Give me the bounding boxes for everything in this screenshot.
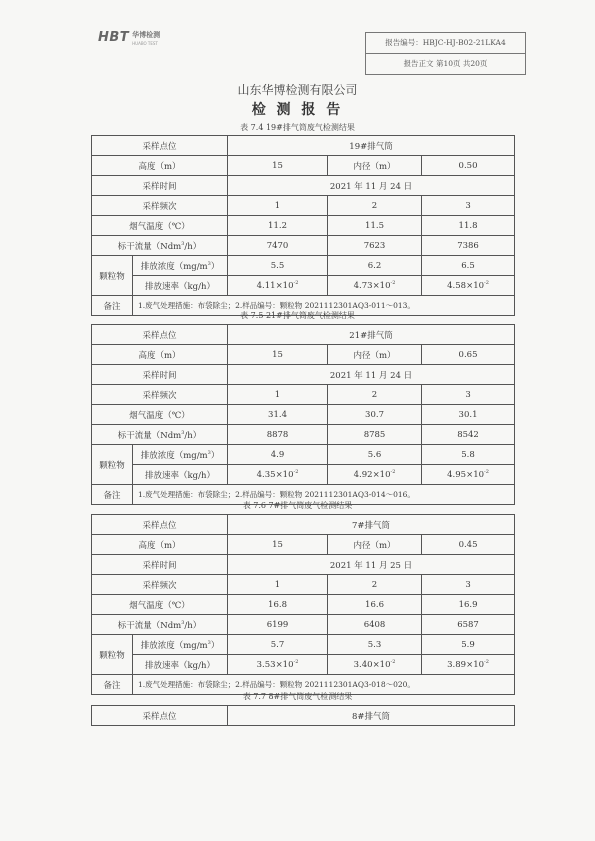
label-cell: 内径（m） [328,345,422,365]
label-cell: 排放浓度$(mg/m^3)$ [133,635,228,655]
table-row [92,385,515,405]
value-cell: 5.5 [228,256,328,276]
value-cell: 11.5 [328,216,422,236]
value-cell: 2021 年 11 月 24 日 [228,365,515,385]
value-cell: 16.8 [228,595,328,615]
label-cell: 标干流量（Ndm$^3$/h） [92,236,228,256]
table-row [92,176,515,196]
label-cell: 采样频次 [92,385,228,405]
value-cell: $4.58\times 10^{-2}$ [422,276,515,296]
table-row [92,555,515,575]
value-cell: 31.4 [228,405,328,425]
table-row [92,635,515,655]
table-row [92,405,515,425]
value-cell: 5.3 [328,635,422,655]
value-cell: 3 [422,575,515,595]
label-cell: 采样时间 [92,365,228,385]
value-cell: 19#排气筒 [228,136,515,156]
value-cell: 2021 年 11 月 24 日 [228,176,515,196]
label-cell: 内径（m） [328,156,422,176]
value-cell: 5.9 [422,635,515,655]
value-cell: 6199 [228,615,328,635]
company-name: 山东华博检测有限公司 [237,83,358,97]
value-cell: 6408 [328,615,422,635]
value-cell: 7470 [228,236,328,256]
label-cell: 采样频次 [92,196,228,216]
table-row [92,365,515,385]
table-row [92,595,515,615]
table-row [92,465,515,485]
label-cell: 备注 [92,296,133,316]
value-cell: 2 [328,575,422,595]
logo-mark: HBT [98,30,130,45]
value-cell: 30.1 [422,405,515,425]
logo-en: HUABO TEST [132,41,158,46]
table-row [92,535,515,555]
page-info: 报告正文 第10页 共20页 [366,53,525,74]
label-cell: 采样点位 [92,136,228,156]
value-cell: 3 [422,196,515,216]
document-title: 检 测 报 告 [251,102,344,118]
value-cell: 21#排气筒 [228,325,515,345]
table-row [92,216,515,236]
value-cell: 8#排气筒 [228,706,515,726]
label-cell: 采样频次 [92,575,228,595]
value-cell: 0.50 [422,156,515,176]
label-cell: 采样点位 [92,706,228,726]
result-table [91,135,515,316]
report-info-box [365,32,526,75]
table-row [92,325,515,345]
value-cell: 5.6 [328,445,422,465]
value-cell: $4.95\times 10^{-2}$ [422,465,515,485]
value-cell: $4.92\times 10^{-2}$ [328,465,422,485]
label-cell: 烟气温度（℃） [92,405,228,425]
table-caption: 表 7.6 7#排气筒废气检测结果 [242,501,353,510]
label-cell: 高度（m） [92,156,228,176]
table-row [92,706,515,726]
label-cell: 采样点位 [92,515,228,535]
result-table [91,705,515,726]
value-cell: 8542 [422,425,515,445]
label-cell: 颗粒物 [92,256,133,296]
label-cell: 排放速率（kg/h） [133,465,228,485]
company-logo [98,30,160,46]
label-cell: 标干流量（Ndm$^3$/h） [92,615,228,635]
label-cell: 高度（m） [92,535,228,555]
value-cell: $3.40\times 10^{-2}$ [328,655,422,675]
value-cell: 6587 [422,615,515,635]
value-cell: 1 [228,575,328,595]
value-cell: $3.53\times 10^{-2}$ [228,655,328,675]
label-cell: 颗粒物 [92,445,133,485]
table-row [92,445,515,465]
table-caption: 表 7.5 21#排气筒废气检测结果 [240,311,355,320]
value-cell: 1 [228,196,328,216]
table-row [92,196,515,216]
value-cell: 7623 [328,236,422,256]
table-row [92,236,515,256]
label-cell: 排放浓度$(mg/m^3)$ [133,445,228,465]
value-cell: 5.7 [228,635,328,655]
table-row [92,156,515,176]
label-cell: 备注 [92,675,133,695]
value-cell: 7386 [422,236,515,256]
value-cell: 16.6 [328,595,422,615]
value-cell: 0.45 [422,535,515,555]
value-cell: 6.5 [422,256,515,276]
table-row [92,425,515,445]
result-table [91,324,515,505]
label-cell: 烟气温度（℃） [92,216,228,236]
remark-cell: 1.废气处理措施：布袋除尘；2.样品编号：颗粒物 2021112301AQ3-014～016。 [133,485,515,505]
value-cell: 2 [328,385,422,405]
remark-cell: 1.废气处理措施：布袋除尘；2.样品编号：颗粒物 2021112301AQ3-011～013。 [133,296,515,316]
value-cell: 7#排气筒 [228,515,515,535]
report-number: 报告编号：HBJC-HJ-B02-21LKA4 [385,38,506,47]
table-row [92,345,515,365]
value-cell: 3 [422,385,515,405]
label-cell: 烟气温度（℃） [92,595,228,615]
logo-cn: 华博检测 [132,31,161,39]
table-row [92,276,515,296]
table-row [92,575,515,595]
label-cell: 排放速率（kg/h） [133,655,228,675]
label-cell: 颗粒物 [92,635,133,675]
label-cell: 排放浓度$(mg/m^3)$ [133,256,228,276]
value-cell: 5.8 [422,445,515,465]
label-cell: 高度（m） [92,345,228,365]
label-cell: 标干流量（Ndm$^3$/h） [92,425,228,445]
value-cell: $4.35\times 10^{-2}$ [228,465,328,485]
value-cell: 8878 [228,425,328,445]
label-cell: 内径（m） [328,535,422,555]
value-cell: 15 [228,156,328,176]
table-row [92,515,515,535]
table-row [92,256,515,276]
label-cell: 排放速率（kg/h） [133,276,228,296]
label-cell: 采样时间 [92,555,228,575]
value-cell: 6.2 [328,256,422,276]
value-cell: 8785 [328,425,422,445]
value-cell: 2021 年 11 月 25 日 [228,555,515,575]
table-row [92,655,515,675]
value-cell: 11.2 [228,216,328,236]
table-row [92,136,515,156]
value-cell: 30.7 [328,405,422,425]
value-cell: 0.65 [422,345,515,365]
label-cell: 采样时间 [92,176,228,196]
label-cell: 采样点位 [92,325,228,345]
value-cell: $4.73\times 10^{-2}$ [328,276,422,296]
value-cell: 4.9 [228,445,328,465]
value-cell: 11.8 [422,216,515,236]
value-cell: 1 [228,385,328,405]
table-caption: 表 7.7 8#排气筒废气检测结果 [242,692,353,701]
table-row [92,615,515,635]
value-cell: 15 [228,535,328,555]
value-cell: $4.11\times 10^{-2}$ [228,276,328,296]
label-cell: 备注 [92,485,133,505]
value-cell: 15 [228,345,328,365]
table-caption: 表 7.4 19#排气筒废气检测结果 [240,123,355,132]
remark-cell: 1.废气处理措施：布袋除尘；2.样品编号：颗粒物 2021112301AQ3-018～020。 [133,675,515,695]
value-cell: $3.89\times 10^{-2}$ [422,655,515,675]
value-cell: 2 [328,196,422,216]
value-cell: 16.9 [422,595,515,615]
result-table [91,514,515,695]
